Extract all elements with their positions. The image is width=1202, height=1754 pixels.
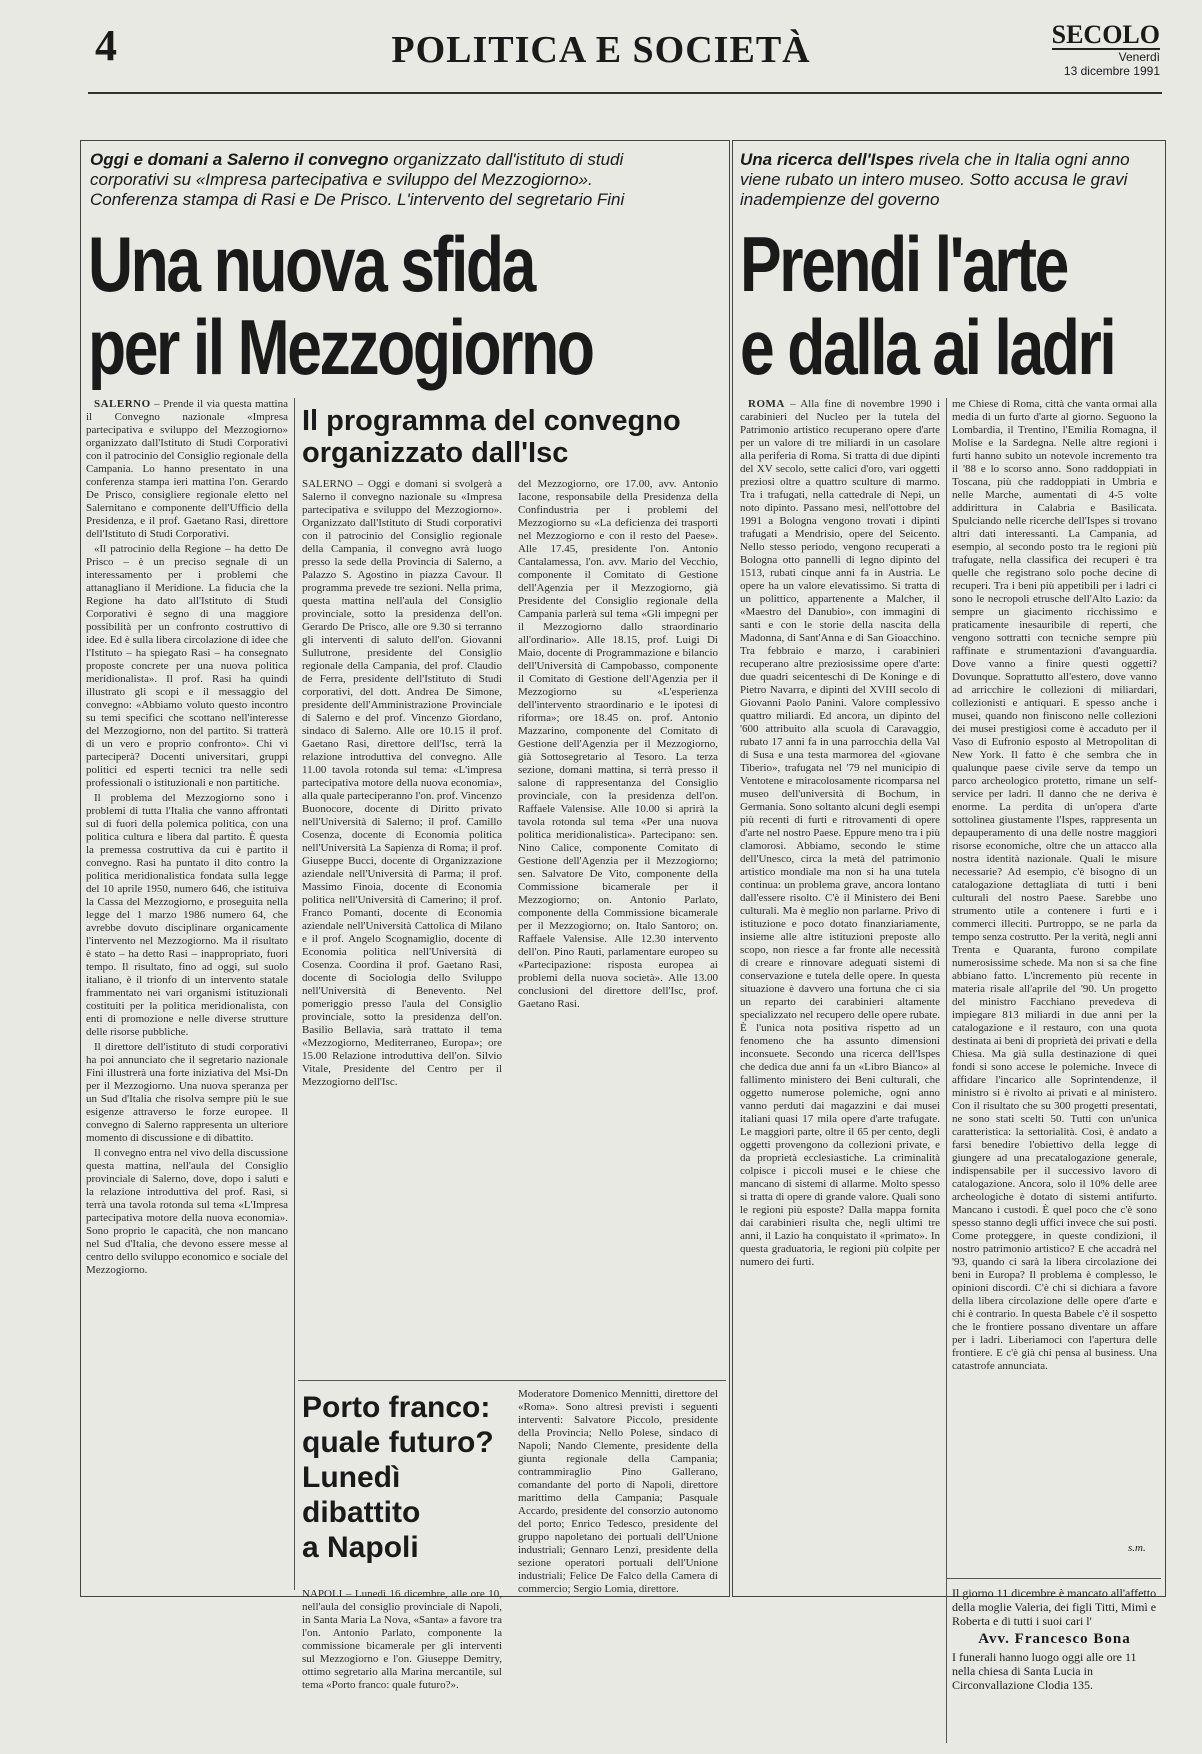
newspaper-masthead	[1052, 22, 1160, 78]
porto-franco-column-1: NAPOLI – Lunedì 16 dicembre, alle ore 10, nell'aula del consiglio provinciale di Napoli, in Santa Maria La Nova, «Santa» a favore tra l'on. Antonio Parlato, componente la commissione bicamerale per gli interventi sul Mezzogiorno e l'on. Giuseppe Demitry, ottimo segretario alla Marina mercantile, sul tema «Porto franco: quale futuro?».	[302, 1588, 502, 1691]
left-dateline: SALERNO	[94, 398, 151, 410]
left-headline-line-2: per il Mezzogiorno	[88, 303, 593, 391]
porto-franco-headline-3: Lunedì	[302, 1461, 401, 1494]
left-paragraph-4: Il direttore dell'istituto di studi corporativi ha poi annunciato che il segretario nazionale Fini illustrerà una forte iniziativa del Msi-Dn per il Mezzogiorno. Una nuova speranza per un Sud d'Italia che risolva sempre più le sue esigenze attraverso le forze europee. Il convegno di Salerno rappresenta un ulteriore momento di discussione e di dibattito.	[86, 1041, 288, 1144]
right-dateline: ROMA	[748, 398, 785, 410]
left-paragraph-5: Il convegno entra nel vivo della discussione questa mattina, nell'aula del Consiglio provinciale di Salerno, dove, dopo i saluti e la relazione introduttiva del prof. Rasi, si terrà una tavola rotonda sul tema «L'Impresa partecipativa motore della nuova economia». Sono proprio le capacità, che non mancano nel Sud d'Italia, che devono essere messe al centro dello sviluppo economico e sociale del Mezzogiorno.	[86, 1147, 288, 1276]
program-subheadline: Il programma del convegno organizzato dall'Isc	[302, 405, 681, 469]
right-kicker-text: rivela che in Italia ogni anno viene rubato un intero museo. Sotto accusa le gravi inadempienze del governo	[740, 150, 1130, 209]
left-kicker-lead: Oggi e domani a Salerno il convegno	[90, 150, 389, 169]
right-kicker-lead: Una ricerca dell'Ispes	[740, 150, 915, 169]
left-paragraph-1: – Prende il via questa mattina il Convegno nazionale «Impresa partecipativa e sviluppo del Mezzogiorno» organizzato dall'Istituto di Studi Corporativi con il patrocinio del Consiglio regionale della Campania. Lo hanno presentato in una conferenza stampa ieri mattina l'on. Gerardo De Prisco, consigliere regionale eletto nel Salernitano e componente dell'Ufficio della Presidenza, e il prof. Gaetano Rasi, direttore dell'Istituto di Studi Corporativi.	[86, 398, 288, 540]
masthead-rule	[88, 92, 1162, 94]
page-number: 4	[95, 21, 117, 70]
notice-divider	[946, 1578, 1161, 1579]
death-notice	[952, 1586, 1157, 1692]
right-paragraph-1: – Alla fine di novembre 1990 i carabinieri del Nucleo per la tutela del Patrimonio artistico recuperano opere d'arte per un valore di tre miliardi in un casolare alla periferia di Roma. Si tratta di due dipinti del XV secolo, sette calici d'oro, vari oggetti preziosi oltre a quattro sculture di marmo. Tra i trafugati, nella cattedrale di Nepi, un noto dipinto. Passano mesi, nell'ottobre del 1991 a Bologna vengono trovati i dipinti trafugati a Mendrisio, opere del Seicento. Nello stesso periodo, vengono recuperati a Bologna otto pannelli di legno dipinto del 1513, rubati cinque anni fa in Austria. Le opere ha un valore elevatissimo. Si tratta di un polittico, appartenente a Malcher, il «Maestro del Danubio», con immagini di santi e con le storie della nascita della Madonna, di Sant'Anna e di San Gioacchino. Tra febbraio e marzo, i carabinieri recuperano altre preziosissime opere d'arte: due quadri seicenteschi di De Koninge e di Pietro Navarra, e dipinti del XVIII secolo di Giovanni Paolo Panini. Valore complessivo quattro miliardi. Ed ancora, un dipinto del '600 attribuito alla scuola di Caravaggio, rubato 17 anni fa in una parrocchia della Val di Susa e una testa marmorea del «giovane Tiberio», trafugata nel '79 nel municipio di Ventotene e miracolosamente ricomparsa nel museo dell'università di Bochum, in Germania. Sono soltanto alcuni degli esempi più recenti di furti e ritrovamenti di opere d'arte nel nostro Paese. Eppure meno tra i più clamorosi. Abbiamo, secondo le stime dell'Unesco, circa la metà del patrimonio artistico mondiale ma non si ha una tutela continua: un problema grave, ancora lontano dall'essere risolto. C'è il Ministero dei Beni culturali. Ma è meglio non parlarne. Privo di istituzione e poco dotato finanziariamente, insieme alle altre istituzioni preposte allo scopo, non riesce a far fronte alle necessità di creare e rinnovare adeguati sistemi di conservazione e tutela delle opere. In questa situazione è davvero una fortuna che ci sia un reparto dei carabinieri altamente specializzato nel recupero delle opere rubate. È l'unica nota positiva rispetto ad un fenomeno che ha assunto dimensioni inconsuete. Secondo una ricerca dell'Ispes che dedica due anni fa un «Libro Bianco» al fallimento ministero dei Beni culturali, che oggetto numerose polemiche, ogni anno vanno perduti dai magazzini e dai musei italiani quasi 17 mila opere d'arte trafugate. Le maggiori parte, oltre il 65 per cento, degli oggetti provengono da collezioni private, e da proprietà ecclesiastiche. La criminalità colpisce i piccoli musei e le chiese che mancano di sistemi di allarme. Molto spesso si tratta di opere di grande valore. Quali sono le regioni più esposte? Dalla mappa fornita dai carabinieri risulta che, negli ultimi tre anni, il Lazio ha conquistato il «primato». In questa graduatoria, le regioni più colpite per numero dei furti.	[740, 398, 940, 1268]
porto-franco-headline	[302, 1390, 532, 1565]
left-body-column	[86, 398, 288, 1590]
notice-text: Il giorno 11 dicembre è mancato all'affetto della moglie Valeria, dei figli Titti, Mimì e Roberta e di tutti i suoi cari l'	[952, 1586, 1157, 1628]
section-title: POLITICA E SOCIETÀ	[391, 29, 811, 71]
notice-name: Avv. Francesco Bona	[978, 1631, 1131, 1647]
program-column-1: SALERNO – Oggi e domani si svolgerà a Salerno il convegno nazionale su «Impresa partecipativa e sviluppo del Mezzogiorno». Organizzato dall'Istituto di Studi corporativi con il patrocinio del Consiglio regionale della Campania, il convegno avrà luogo presso la sede della Provincia di Salerno, a Palazzo S. Agostino in piazza Cavour. Il programma prevede tre sezioni. Nella prima, questa mattina nell'aula del Consiglio provinciale, sotto la presidenza dell'on. Gerardo De Prisco, alle ore 9.30 si terranno gli interventi di saluto dell'on. Giovanni Sullutrone, presidente del Consiglio regionale della Campania, del prof. Claudio de Ferra, presidente dell'Istituto di Studi corporativi, del dott. Andrea De Simone, presidente dell'Amministrazione Provinciale di Salerno e del prof. Vincenzo Giordano, sindaco di Salerno. Alle ore 10.15 il prof. Gaetano Rasi, direttore dell'Isc, terrà la relazione introduttiva del convegno. Alle 11.00 tavola rotonda sul tema: «L'impresa partecipativa motore della nuova economia», alla quale parteciperanno l'on. prof. Vincenzo Buonocore, docente di Diritto privato nell'Università di Salerno; il prof. Camillo Cosenza, docente di Economia politica nell'Università La Sapienza di Roma; il prof. Giuseppe Bucci, docente di Organizzazione aziendale nell'Università di Parma; il prof. Massimo Finoia, docente di Economia politica nell'Università di Camerino; il prof. Franco Pomanti, docente di Economia aziendale nell'Università Cattolica di Milano e il prof. Angelo Scognamiglio, docente di Economia politica nell'Università di Cosenza. Coordina il prof. Gaetano Rasi, docente di Sociologia dello Sviluppo nell'Università di Benevento. Nel pomeriggio presso l'aula del Consiglio provinciale, sotto la presidenza dell'on. Basilio Bellavia, sarà trattato il tema «Mezzogiorno, Mediterraneo, Europa»; ore 15.00 Relazione introduttiva dell'on. Silvio Vitale, Presidente del Centro per il Mezzogiorno dell'Isc.	[302, 478, 502, 1088]
right-kicker	[740, 150, 1150, 210]
left-paragraph-3: Il problema del Mezzogiorno sono i problemi di tutta l'Italia che vanno affrontati sul di fuori della polemica politica, con una politica cultura e libera dal partito. È questa la premessa costruttiva da cui è partito il convegno. Rasi ha puntato il dito contro la politica meridionalistica fondata sulla legge del 10 aprile 1950, numero 646, che istituiva la Cassa del Mezzogiorno, e proseguita nella legge del 1 marzo 1986 numero 64, che avrebbe dovuto disciplinare organicamente l'intervento nel Mezzogiorno. Ma il risultato è stato – ha detto Rasi – inappropriato, fuori tempo. Il risultato, fino ad oggi, sul suolo italiano, è il trionfo di un intervento statale frammentato nei vari organismi istituzionali costituiti per la politica meridionalista, con enti di promozione e nelle diverse strutture delle risorse pubbliche.	[86, 792, 288, 1038]
left-kicker-text: organizzato dall'istituto di studi corporativi su «Impresa partecipativa e sviluppo del Mezzogiorno». Conferenza stampa di Rasi e De Prisco. L'intervento del segretario Fini	[90, 150, 625, 209]
article-signature: s.m.	[1128, 1542, 1146, 1554]
porto-franco-headline-1: Porto franco:	[302, 1391, 491, 1424]
porto-franco-headline-4: dibattito	[302, 1496, 421, 1529]
newspaper-name: SECOLO	[1051, 20, 1160, 49]
notice-funeral: I funerali hanno luogo oggi alle ore 11 nella chiesa di Santa Lucia in Circonvallazione Clodia 135.	[952, 1650, 1137, 1692]
column-divider	[294, 398, 295, 1590]
porto-franco-column-2: Moderatore Domenico Mennitti, direttore del «Roma». Sono altresì previsti i seguenti interventi: Salvatore Piccolo, presidente della Provincia; Nello Polese, sindaco di Napoli; Nando Clemente, presidente della giunta regionale della Campania; contrammiraglio Pino Gallerano, comandante del porto di Napoli, direttore marittimo della Campania; Pasquale Accardo, presidente del consorzio autonomo del porto; Enrico Tedesco, presidente del gruppo napoletano dei portuali dell'Unione industriali; Gennaro Lenzi, presidente della sezione operatori portuali dell'Unione industriali; Felice De Falco della Camera di commercio; Sergio Lomia, direttore.	[518, 1388, 718, 1595]
publication-date: 13 dicembre 1991	[1063, 64, 1160, 78]
publication-weekday: Venerdì	[1118, 50, 1160, 64]
right-column-divider	[946, 398, 947, 1743]
right-headline-line-2: e dalla ai ladri	[740, 303, 1115, 391]
porto-franco-headline-2: quale futuro?	[302, 1426, 494, 1459]
left-headline-line-1: Una nuova sfida	[88, 220, 534, 308]
left-paragraph-2: «Il patrocinio della Regione – ha detto De Prisco – è un preciso segnale di un interessamento per i problemi che attanagliano il Meridione. La fiducia che la Regione ha dato all'Istituto di Studi Corporativi è segno di una maggiore possibilità per un confronto costruttivo di idee. Ed è sulla libera circolazione di idee che l'Istituto – ha spiegato Rasi – ha consegnato proposte concrete per una nuova politica meridionalista». Il prof. Rasi ha quindi illustrato gli scopi e il messaggio del convegno: «Abbiamo voluto questo incontro su temi specifici che scottano nell'interesse del Mezzogiorno, non del partito. Si tratterà di un vero e proprio confronto». Chi vi parteciperà? Docenti universitari, gruppi politici ed esperti tecnici tra nelle sedi professionali o istituzionali e non partitiche.	[86, 543, 288, 789]
left-kicker	[90, 150, 650, 210]
program-divider	[298, 1380, 726, 1381]
right-body-column-1	[740, 398, 940, 1743]
program-column-2: del Mezzogiorno, ore 17.00, avv. Antonio Iacone, responsabile della Presidenza della Confindustria per i problemi del Mezzogiorno su «La deficienza dei trasporti nel Mezzogiorno e con il resto del Paese». Alle 17.45, presidente l'on. Antonio Cantalamessa, l'on. avv. Mario del Vecchio, componente il Comitato di Gestione dell'Agenzia per il Mezzogiorno, già Presidente del Consiglio regionale della Campania parlerà sul tema «Gli impegni per il Mezzogiorno dallo straordinario all'ordinario». Alle 18.15, prof. Luigi Di Maio, docente di Programmazione e bilancio dell'Università di Campobasso, componente il Comitato di Gestione dell'Agenzia per il Mezzogiorno su «L'esperienza dell'intervento straordinario e le ipotesi di riforma»; ore 18.45 on. prof. Antonio Mazzarino, componente del Comitato di Gestione dell'Agenzia per il Mezzogiorno, già Sottosegretario al Tesoro. La terza sezione, domani mattina, si terrà presso il salone di rappresentanza del Consiglio provinciale, con la presidenza dell'on. Raffaele Valensise. Alle 10.00 si aprirà la tavola rotonda sul tema «Per una nuova politica meridionalistica». Partecipano: sen. Nino Calice, componente Comitato di Gestione dell'Agenzia per il Mezzogiorno; sen. Salvatore De Vito, componente della Commissione bicamerale per il Mezzogiorno; on. Antonio Parlato, componente della Commissione bicamerale per il Mezzogiorno; on. Italo Santoro; on. Raffaele Valensise. Alle 12.30 intervento dell'on. Pino Rauti, parlamentare europeo su «Partecipazione: risposta europea ai problemi della nuova società». Alle 13.00 conclusioni del direttore dell'Isc, prof. Gaetano Rasi.	[518, 478, 718, 1010]
right-body-column-2: me Chiese di Roma, città che vanta ormai alla media di un furto d'arte al giorno. Seguono la Lombardia, il Trentino, l'Emilia Romagna, il Molise e la Sardegna. Nelle altre regioni i furti hanno subito un notevole incremento tra il '88 e lo scorso anno. Sono raddoppiati in Toscana, più che raddoppiati in Umbria e nelle Marche, aumentati di 4-5 volte addirittura in Calabria e Basilicata. Spulciando nelle ricerche dell'Ispes si trovano altri dati interessanti. La Campania, ad esempio, al secondo posto tra le regioni più trafugate, nella classifica dei recuperi è tra quelle che registrano solo poche decine di recuperi. Tra i beni più appetibili per i ladri ci sono le necropoli etrusche dell'Alto Lazio: da sempre un giacimento ricchissimo e praticamente inesauribile di reperti, che vengono sottratti con tecniche sempre più raffinate e strumentazioni d'avanguardia. Dove vanno a finire questi oggetti? Dovunque. Soprattutto all'estero, dove vanno ad arricchire le collezioni di miliardari, collezionisti e antiquari. E spesso anche i musei, quando non finiscono nelle collezioni dei musei prestigiosi come è accaduto per il Vaso di Eufronio esposto al Metropolitan di New York. Il fatto è che sembra che in qualunque paese civile serve da tempo un parco archeologico protetto, rimane un self-service per ladri. Il danno che ne deriva è enorme. La perdita di un'opera d'arte sottolinea giustamente l'Ispes, rappresenta un depauperamento di una delle nostre maggiori risorse economiche, oltre che un attacco alla nostra identità nazionale. Quali le misure necessarie? Ad esempio, c'è bisogno di un catalogazione dettagliata di tutti i beni culturali del nostro Paese. Sarebbe uno strumento utile a contenere i furti e i commerci illeciti. Purtroppo, se ne parla da tempo senza costrutto. Per la verità, negli anni Trenta e Quaranta, furono compilate numerosissime schede. Ma non si sa che fine abbiano fatto. L'incremento più recente in materia risale all'aprile del '90. Un progetto del ministro Facchiano prevedeva di impiegare 813 miliardi in due anni per la catalogazione e il restauro, con una quota destinata ai beni di proprietà dei privati e della Chiesa. Ma già sulla destinazione di quei fondi si sono accese le polemiche. Invece di affidare l'incarico alle Soprintendenze, il ministro si è rivolto ai privati e al ministero. Con il risultato che su 300 progetti presentati, ne sono stati scelti 50. Tutti con un'unica caratteristica: la settorialità. Così, è andato a farsi benedire l'obiettivo della legge di giungere ad una precatalogazione generale, indispensabile per il successivo lavoro di catalogazione. Ancora, solo il 10% delle aree archeologiche è dotato di sistemi antifurto. Mancano i custodi. È quel poco che c'è sono spesso stanno degli uffici invece che sui posti. Come proteggere, in queste condizioni, il nostro patrimonio artistico? E che accadrà nel '93, quando ci sarà la libera circolazione dei beni in Europa? Il problema è complesso, le opinioni discordi. C'è chi si dichiara a favore della libera circolazione delle opere d'arte e chi è contrario. In questa Babele c'è il sospetto che le frontiere possano diventare un affare per i ladri. Liberiamoci con l'apertura delle frontiere. E c'è già chi pensa al business. Una catastrofe annunciata.	[952, 398, 1157, 1372]
porto-franco-headline-5: a Napoli	[302, 1531, 419, 1564]
right-headline-line-1: Prendi l'arte	[740, 220, 1067, 308]
